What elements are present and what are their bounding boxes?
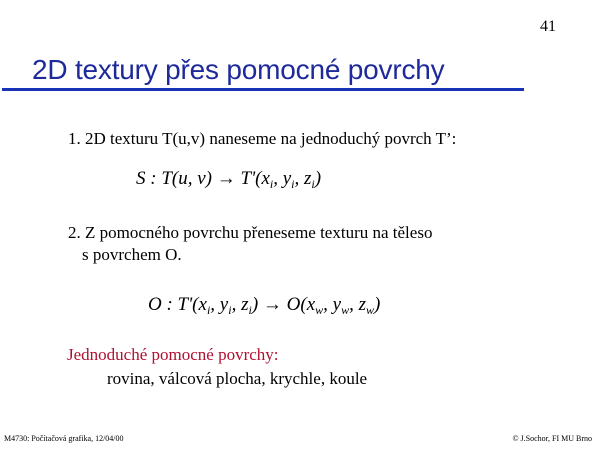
formula-part: ) <box>374 294 381 315</box>
footer-right: © J.Sochor, FI MU Brno <box>512 434 592 443</box>
formula-part: , y <box>273 168 292 189</box>
formula-part: , z <box>231 294 249 315</box>
formula-part: , z <box>349 294 367 315</box>
helper-list: rovina, válcová plocha, krychle, koule <box>107 369 368 388</box>
formula-part: (u, v) <box>171 168 212 189</box>
formula-part: O : T'(x <box>148 294 207 315</box>
footer-left: M4730: Počítačová grafika, 12/04/00 <box>4 434 124 443</box>
formula-part: , y <box>210 294 229 315</box>
formula-part: ) <box>251 294 259 315</box>
subscript: i <box>228 303 232 317</box>
title-underline <box>2 88 524 91</box>
formula-part: S : T <box>136 168 172 189</box>
helper-heading: Jednoduché pomocné povrchy: <box>67 345 279 364</box>
subscript: i <box>291 177 295 191</box>
subscript: i <box>311 177 315 191</box>
subscript: w <box>341 303 350 317</box>
list-item: 1. 2D texturu T(u,v) naneseme na jednoduchý povrch T’: <box>68 129 457 148</box>
subscript: w <box>366 303 375 317</box>
list-item-line: 2. Z pomocného povrchu přeneseme texturu na těleso <box>68 223 433 242</box>
formula-mapping-2 <box>148 294 380 318</box>
formula-part: , y <box>323 294 342 315</box>
formula-part: , z <box>294 168 312 189</box>
subscript: i <box>206 303 211 317</box>
subscript: i <box>269 177 274 191</box>
formula-part: ) <box>314 168 322 189</box>
arrow-symbol: → <box>216 168 236 189</box>
formula-part: T'(x <box>240 168 270 189</box>
slide-title: 2D textury přes pomocné povrchy <box>32 54 445 85</box>
formula-part: O(x <box>286 294 316 315</box>
page-number: 41 <box>540 18 556 35</box>
subscript: w <box>315 303 324 317</box>
list-item-line: s povrchem O. <box>82 245 182 264</box>
list-item <box>68 222 432 266</box>
formula-mapping-1 <box>136 168 321 192</box>
arrow-symbol: → <box>262 294 282 315</box>
subscript: i <box>248 303 252 317</box>
